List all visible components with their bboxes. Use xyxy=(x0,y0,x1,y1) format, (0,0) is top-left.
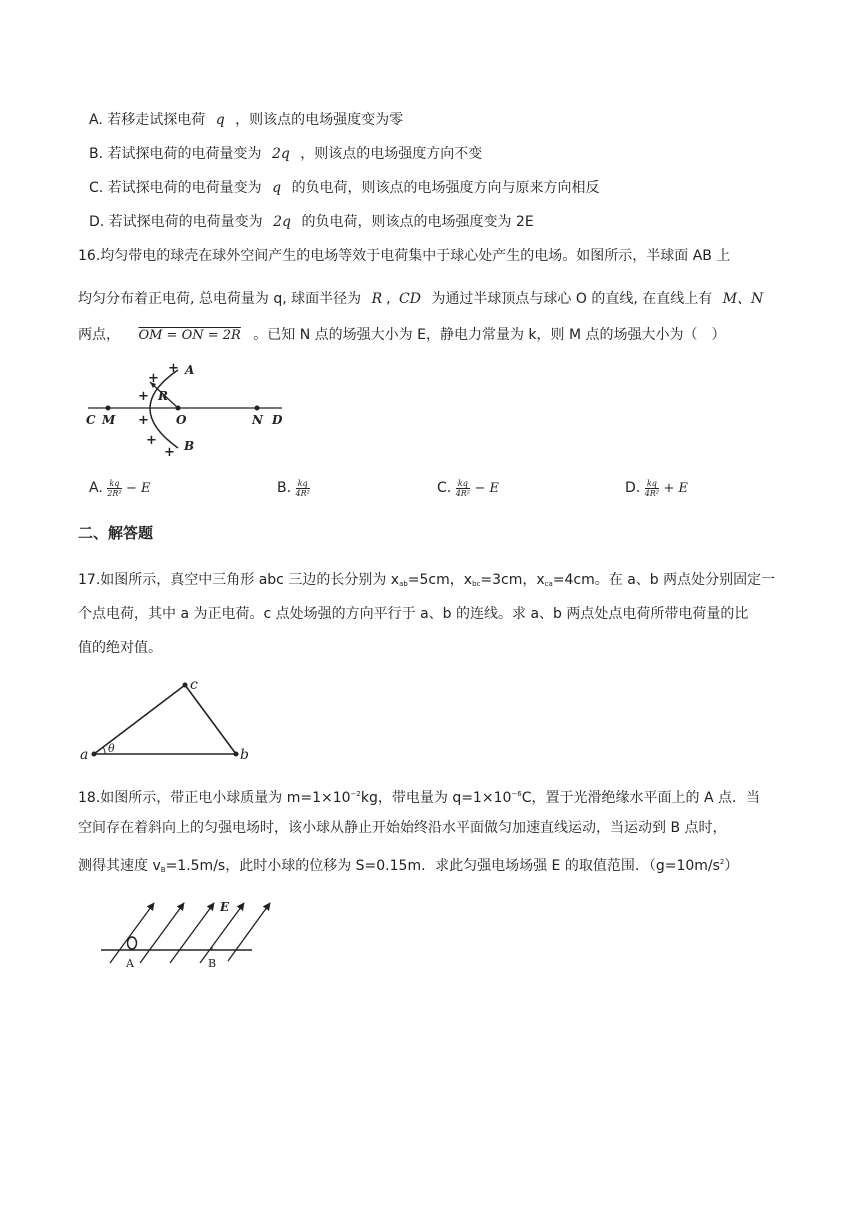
charged-ball xyxy=(128,937,137,949)
q18-stem-line-3: 测得其速度 $v_B=1.5m/s$，此时小球的位移为 S=0.15m．求此匀强电场场强 E 的取值范围．$(g=10m/s^2)$ xyxy=(78,858,739,874)
plus-sign: + xyxy=(148,371,159,386)
equation-om-on: OM = ON = 2R xyxy=(138,328,241,343)
q17-triangle-figure xyxy=(78,675,258,765)
label-C: C xyxy=(86,413,96,427)
q17-stem-line-3: 值的绝对值。 xyxy=(78,640,162,656)
label-N: N xyxy=(252,413,263,427)
label-B: B xyxy=(208,957,217,970)
section-heading: 二、解答题 xyxy=(78,524,154,542)
q15-option-c: C. 若试探电荷的电荷量变为 q 的负电荷，则该点的电场强度方向与原来方向相反 xyxy=(89,180,600,196)
plus-sign: + xyxy=(168,361,179,376)
symbol-q: q xyxy=(215,112,225,128)
label-a: a xyxy=(80,747,89,763)
plus-sign: + xyxy=(146,433,157,448)
label-D: D xyxy=(272,413,283,427)
q16-option-b: B. $\frac{kq}{\text{4R²}}$ xyxy=(277,478,310,498)
label-O: O xyxy=(176,413,187,427)
plus-sign: + xyxy=(138,413,149,428)
q18-stem-line-1: 18.如图所示，带正电小球质量为 $m=1\times 10^{-2}kg$，带电量为 $q=1\times 10^{-6}C$，置于光滑绝缘水平面上的 A 点．当 xyxy=(78,790,760,806)
q16-option-d: D. $\frac{kq}{\text{4R²}}$ + E xyxy=(625,478,688,498)
label-M: M xyxy=(102,413,116,427)
plus-sign: + xyxy=(164,445,175,460)
label-R: R xyxy=(158,389,168,403)
label-A: A xyxy=(126,957,134,970)
plus-sign: + xyxy=(138,389,149,404)
label-A: A xyxy=(185,363,195,377)
q15-option-a: A. 若移走试探电荷 q ，则该点的电场强度变为零 xyxy=(89,112,404,128)
q18-field-figure xyxy=(96,895,276,975)
q17-stem-line-2: 个点电荷，其中 a 为正电荷。c 点处场强的方向平行于 a、b 的连线。求 a、b 两点处点电荷所带电荷量的比 xyxy=(78,606,749,622)
label-b: b xyxy=(240,747,249,763)
q16-stem-line-3: 两点， OM = ON = 2R 。已知 N 点的场强大小为 E，静电力常量为 k，则 M 点的场强大小为（ ） xyxy=(78,327,726,343)
q16-option-a: A. $\frac{kq}{\text{2R²}}$ − E xyxy=(89,478,151,498)
label-E: E xyxy=(220,900,230,914)
symbol-2q: 2q xyxy=(273,214,292,230)
q16-stem-line-2: 均匀分布着正电荷, 总电荷量为 q, 球面半径为 R , CD 为通过半球顶点与球心 O 的直线, 在直线上有 M、N xyxy=(78,291,764,307)
field-line xyxy=(228,903,270,961)
label-c: c xyxy=(190,677,198,693)
q15-option-b: B. 若试探电荷的电荷量变为 2q ，则该点的电场强度方向不变 xyxy=(89,146,483,162)
q16-option-c: C. $\frac{kq}{\text{4R²}}$ − E xyxy=(437,478,499,498)
label-B: B xyxy=(184,439,195,453)
symbol-q: q xyxy=(272,180,282,196)
q17-stem-line-1: 17.如图所示，真空中三角形 abc 三边的长分别为 $x_{ab}=5cm$，$x_{bc}=3cm$，$x_{ca}=4cm$。在 a、b 两点处分别固定一 xyxy=(78,572,776,588)
label-theta: θ xyxy=(108,742,115,755)
q16-hemisphere-figure xyxy=(82,360,292,460)
q15-option-d: D. 若试探电荷的电荷量变为 2q 的负电荷，则该点的电场强度变为 2E xyxy=(89,214,534,230)
symbol-2q: 2q xyxy=(271,146,290,162)
q16-stem-line-1: 16.均匀带电的球壳在球外空间产生的电场等效于电荷集中于球心处产生的电场。如图所示，半球面 AB 上 xyxy=(78,248,731,264)
q18-stem-line-2: 空间存在着斜向上的匀强电场时，该小球从静止开始始终沿水平面做匀加速直线运动，当运动到 B 点时， xyxy=(78,820,727,836)
